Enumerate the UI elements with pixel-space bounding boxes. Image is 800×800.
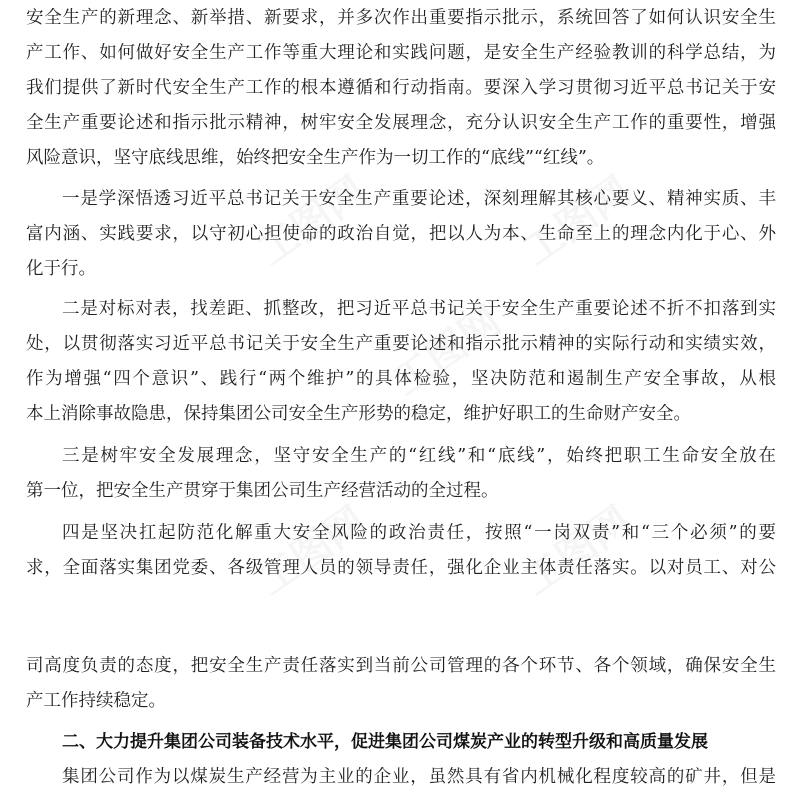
paragraph-line: 安全生产的新理念、新举措、新要求，并多次作出重要指示批示，系统回答了如何认识安全生 (26, 8, 776, 28)
paragraph-line: 第一位，把安全生产贯穿于集团公司生产经营活动的全过程。 (26, 481, 499, 501)
paragraph-line: 三是树牢安全发展理念，坚守安全生产的“红线”和“底线”，始终把职工生命安全放在 (62, 446, 776, 466)
paragraph-line: 处，以贯彻落实习近平总书记关于安全生产重要论述和指示批示精神的实际行动和实绩实效， (26, 334, 776, 354)
paragraph-line: 风险意识，坚守底线思维，始终把安全生产作为一切工作的“底线”“红线”。 (26, 148, 605, 168)
paragraph-line: 富内涵、实践要求，以守初心担使命的政治自觉，把以人为本、生命至上的理念内化于心、外 (26, 224, 776, 244)
paragraph-line: 本上消除事故隐患，保持集团公司安全生产形势的稳定，维护好职工的生命财产安全。 (26, 404, 691, 424)
paragraph-line: 集团公司作为以煤炭生产经营为主业的企业，虽然具有省内机械化程度较高的矿井，但是 (62, 767, 776, 787)
watermark-text: 工图网 (514, 168, 640, 275)
paragraph-line: 作为增强“四个意识”、践行“两个维护”的具体检验，坚决防范和遏制生产安全事故，从根 (26, 369, 776, 389)
watermark-text: 工图网 (514, 498, 640, 605)
paragraph-line: 司高度负责的态度，把安全生产责任落实到当前公司管理的各个环节、各个领域，确保安全生 (26, 656, 776, 676)
paragraph-line: 求，全面落实集团党委、各级管理人员的领导责任，强化企业主体责任落实。以对员工、对公 (26, 558, 776, 578)
watermark-text: 工图网 (384, 298, 510, 405)
watermark-text: 工图网 (249, 498, 375, 605)
paragraph-line: 全生产重要论述和指示批示精神，树牢安全发展理念，充分认识安全生产工作的重要性，增强 (26, 113, 776, 133)
paragraph-line: 产工作、如何做好安全生产工作等重大理论和实践问题，是安全生产经验教训的科学总结，为 (26, 43, 776, 63)
paragraph-line: 二是对标对表，找差距、抓整改，把习近平总书记关于安全生产重要论述不折不扣落到实 (62, 299, 776, 319)
paragraph-line: 一是学深悟透习近平总书记关于安全生产重要论述，深刻理解其核心要义、精神实质、丰 (62, 189, 776, 209)
section-heading: 二、大力提升集团公司装备技术水平，促进集团公司煤炭产业的转型升级和高质量发展 (62, 732, 708, 752)
paragraph-line: 产工作持续稳定。 (26, 691, 166, 711)
paragraph-line: 我们提供了新时代安全生产工作的根本遵循和行动指南。要深入学习贯彻习近平总书记关于安 (26, 78, 776, 98)
paragraph-line: 化于行。 (26, 259, 96, 279)
paragraph-line: 四是坚决扛起防范化解重大安全风险的政治责任，按照“一岗双责”和“三个必须”的要 (62, 523, 776, 543)
watermark-text: 工图网 (249, 168, 375, 275)
